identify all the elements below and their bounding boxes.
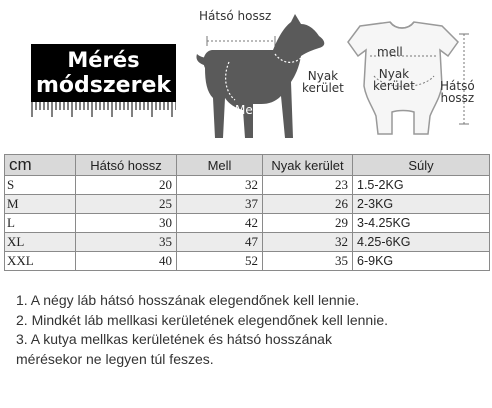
shirt-neck-label: [373, 68, 415, 92]
header-weight: Súly: [353, 155, 490, 176]
cell-back-length: 40: [76, 252, 177, 271]
note-3: 3. A kutya mellkas kerületének és hátsó hosszának: [16, 331, 332, 347]
cell-neck: 35: [263, 252, 353, 271]
cell-size: XL: [5, 233, 76, 252]
table-row: [5, 195, 490, 214]
measurement-methods-badge: [31, 44, 176, 102]
cell-weight: 2-3KG: [353, 195, 490, 214]
dog-neck-label-1: Nyak: [307, 69, 339, 83]
shirt-neck-label-1: Nyak: [378, 67, 410, 81]
badge-line-2: módszerek: [35, 73, 171, 98]
cell-neck: 29: [263, 214, 353, 233]
cell-size: M: [5, 195, 76, 214]
shirt-back-label-1: Hátsó: [440, 79, 475, 93]
header-unit: cm: [5, 155, 76, 176]
shirt-back-length-label: [440, 80, 475, 104]
ruler-icon: [31, 100, 176, 120]
shirt-back-label-2: hossz: [440, 91, 475, 105]
cell-chest: 47: [177, 233, 263, 252]
badge-line-1: Mérés: [67, 48, 140, 72]
table-row: [5, 252, 490, 271]
dog-neck-label-2: kerület: [302, 81, 344, 95]
header-back-length: Hátsó hossz: [76, 155, 177, 176]
cell-back-length: 25: [76, 195, 177, 214]
cell-chest: 37: [177, 195, 263, 214]
cell-weight: 6-9KG: [353, 252, 490, 271]
cell-size: S: [5, 176, 76, 195]
note-1: 1. A négy láb hátsó hosszának elegendőnek kell lennie.: [16, 292, 360, 308]
shirt-neck-label-2: kerület: [373, 79, 415, 93]
measurement-notes: [16, 291, 486, 369]
header-neck: Nyak kerület: [263, 155, 353, 176]
note-2: 2. Mindkét láb mellkasi kerületének elegendőnek kell lennie.: [16, 311, 388, 328]
dog-chest-label: Mell: [235, 103, 260, 117]
cell-back-length: 35: [76, 233, 177, 252]
cell-chest: 52: [177, 252, 263, 271]
cell-back-length: 30: [76, 214, 177, 233]
dog-back-length-label: Hátsó hossz: [199, 9, 272, 23]
cell-neck: 26: [263, 195, 353, 214]
cell-chest: 42: [177, 214, 263, 233]
cell-neck: 32: [263, 233, 353, 252]
table-header-row: [5, 155, 490, 176]
shirt-chest-label: mell: [377, 45, 403, 59]
cell-weight: 1.5-2KG: [353, 176, 490, 195]
cell-size: L: [5, 214, 76, 233]
table-row: [5, 176, 490, 195]
cell-size: XXL: [5, 252, 76, 271]
cell-weight: 4.25-6KG: [353, 233, 490, 252]
header-chest: Mell: [177, 155, 263, 176]
cell-weight: 3-4.25KG: [353, 214, 490, 233]
cell-back-length: 20: [76, 176, 177, 195]
size-chart-table: [4, 154, 490, 271]
table-row: [5, 233, 490, 252]
table-row: [5, 214, 490, 233]
note-3-continued: mérésekor ne legyen túl feszes.: [16, 350, 214, 367]
cell-chest: 32: [177, 176, 263, 195]
cell-neck: 23: [263, 176, 353, 195]
